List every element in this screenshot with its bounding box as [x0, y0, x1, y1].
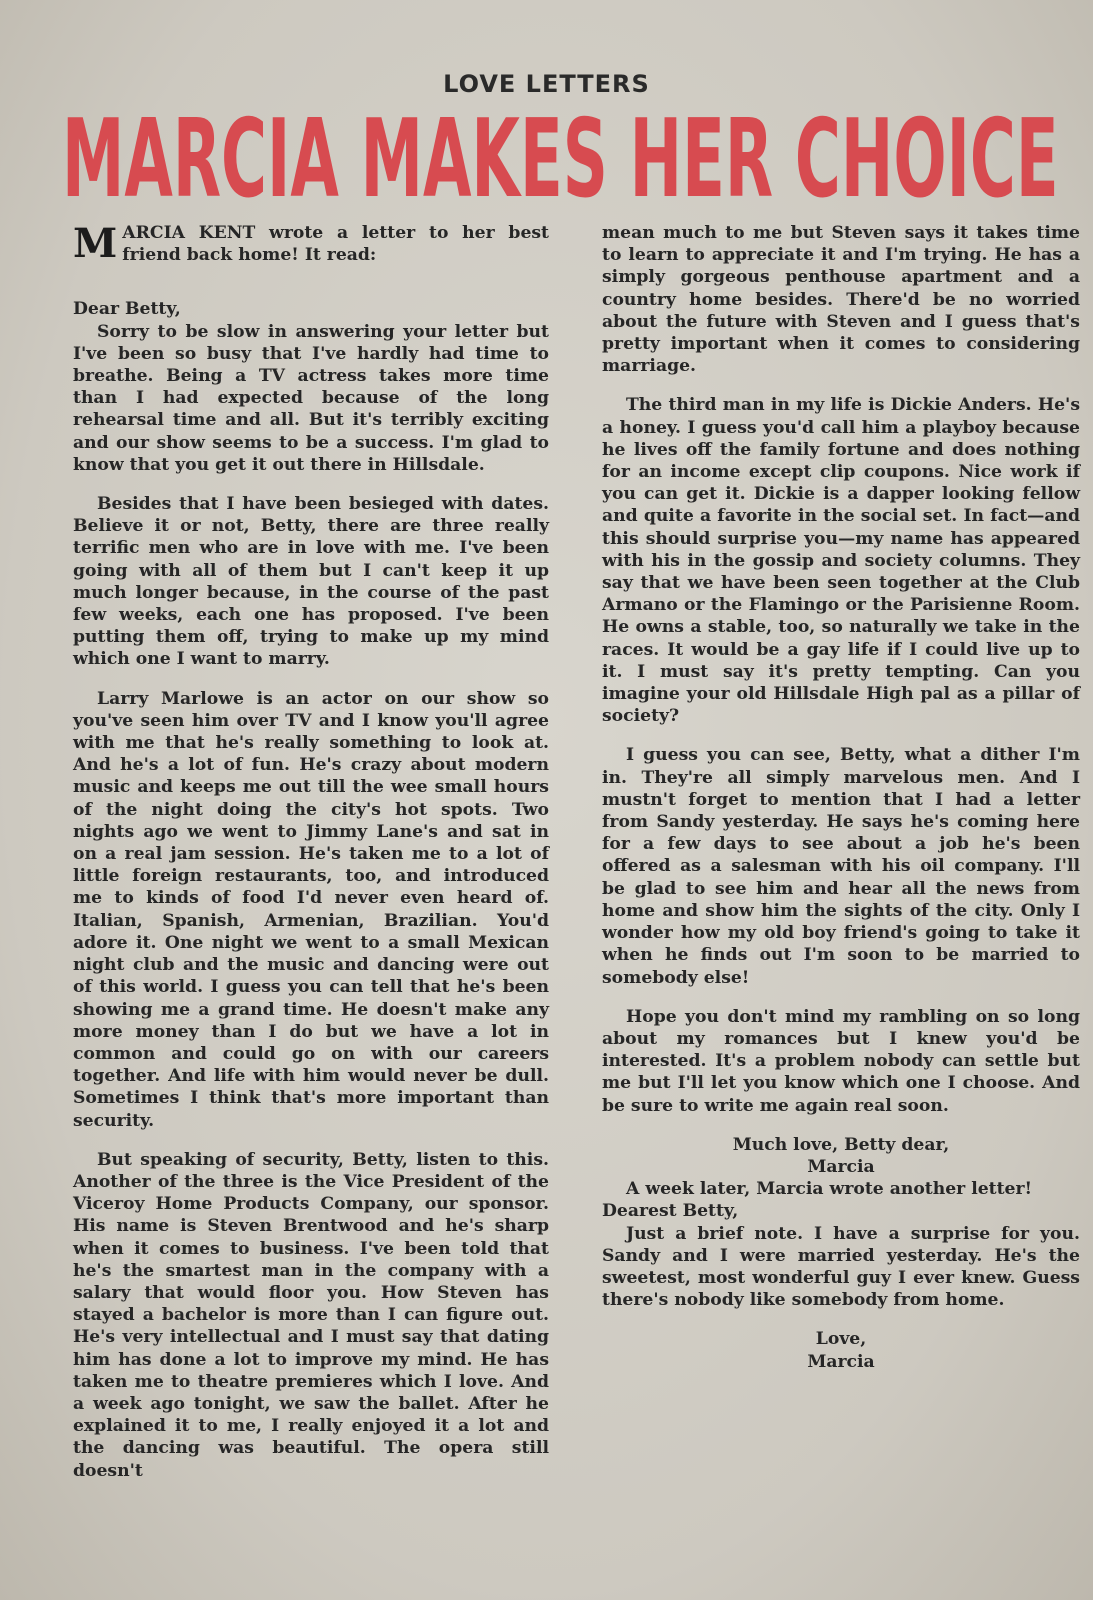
narration-week-later: A week later, Marcia wrote another letter! — [626, 1179, 1033, 1200]
letter1-signature: Marcia — [807, 1156, 875, 1177]
story-headline: MARCIA MAKES HER CHOICE — [62, 108, 1059, 212]
letter1-paragraph-5: The third man in my life is Dickie Anders. He's a honey. I guess you'd call him a playboy because he lives off the family fortune and does nothing for an income except clip coupons. Nice work if you can get it. Dickie is a dapper looking fellow and quite a favorite in the social set. In fact—and this should surprise you—my name has appeared with his in the gossip and society columns. They say that we have been seen together at the Club Armano or the Flamingo or the Parisienne Room. He owns a stable, too, so naturally we take in the races. It would be a gay life if I could live up to it. I must say it's pretty tempting. Can you imagine your old Hillsdale High pal as a pillar of society? — [602, 395, 1080, 727]
letter2-signature: Marcia — [807, 1351, 875, 1372]
intro-paragraph — [73, 222, 549, 266]
right-column — [602, 222, 1080, 1373]
left-column — [73, 222, 549, 1499]
letter2-paragraph-1: Just a brief note. I have a surprise for you. Sandy and I were married yesterday. He's the sweetest, most wonderful guy I ever knew. Guess there's nobody like somebody from home. — [602, 1223, 1080, 1311]
intro-text: ARCIA KENT wrote a letter to her best friend back home! It read: — [122, 223, 549, 266]
letter1-paragraph-7: Hope you don't mind my rambling on so long about my romances but I knew you'd be interested. It's a problem nobody can settle but me but I'll let you know which one I choose. And be sure to write me again real soon. — [602, 1006, 1080, 1116]
letter1-paragraph-3: Larry Marlowe is an actor on our show so you've seen him over TV and I know you'll agree with me that he's really something to look at. And he's a lot of fun. He's crazy about modern music and keeps me out till the wee small hours of the night doing the city's hot spots. Two nights ago we went to Jimmy Lane's and sat in on a real jam session. He's taken me to a lot of little foreign restaurants, too, and introduced me to kinds of food I'd never even heard of. Italian, Spanish, Armenian, Brazilian. You'd adore it. One night we went to a small Mexican night club and the music and dancing were out of this world. I guess you can tell that he's been showing me a grand time. He doesn't make any more money than I do but we have a lot in common and could go on with our careers together. And life with him would never be dull. Sometimes I think that's more important than security. — [73, 688, 549, 1131]
letter1-closing: Much love, Betty dear, — [732, 1134, 950, 1155]
letter1-paragraph-1: Sorry to be slow in answering your letter but I've been so busy that I've hardly had time to breathe. Being a TV actress takes more time than I had expected because of the long rehearsal time and all. But it's terribly exciting and our show seems to be a success. I'm glad to know that you get it out there in Hillsdale. — [73, 321, 549, 475]
letter2-salutation: Dearest Betty, — [602, 1201, 739, 1222]
letter1-salutation: Dear Betty, — [73, 299, 181, 320]
letter1-paragraph-2: Besides that I have been besieged with dates. Believe it or not, Betty, there are three really terrific men who are in love with me. I've been going with all of them but I can't keep it up much longer because, in the course of the past few weeks, each one has proposed. I've been putting them off, trying to make up my mind which one I want to marry. — [73, 494, 549, 670]
letter1-paragraph-4: But speaking of security, Betty, listen to this. Another of the three is the Vice President of the Viceroy Home Products Company, our sponsor. His name is Steven Brentwood and he's sharp when it comes to business. I've been told that he's the smartest man in the company with a salary that would floor you. How Steven has stayed a bachelor is more than I can figure out. He's very intellectual and I must say that dating him has done a lot to improve my mind. He has taken me to theatre premieres which I love. And a week ago tonight, we saw the ballet. After he explained it to me, I really enjoyed it a lot and the dancing was beautiful. The opera still doesn't — [73, 1149, 549, 1481]
letter2-closing: Love, — [815, 1329, 867, 1350]
letter1-paragraph-6: I guess you can see, Betty, what a dither I'm in. They're all simply marvelous men. And I mustn't forget to mention that I had a letter from Sandy yesterday. He says he's coming here for a few days to see about a job he's been offered as a salesman with his oil company. I'll be glad to see him and hear all the news from home and show him the sights of the city. Only I wonder how my old boy friend's going to take it when he finds out I'm soon to be married to somebody else! — [602, 745, 1080, 988]
series-title: LOVE LETTERS — [443, 70, 650, 98]
drop-cap: M — [73, 220, 118, 267]
letter1-paragraph-4-continued: mean much to me but Steven says it takes time to learn to appreciate it and I'm trying. He has a simply gorgeous penthouse apartment and a country home besides. There'd be no worried about the future with Steven and I guess that's pretty important when it comes to considering marriage. — [602, 223, 1080, 377]
